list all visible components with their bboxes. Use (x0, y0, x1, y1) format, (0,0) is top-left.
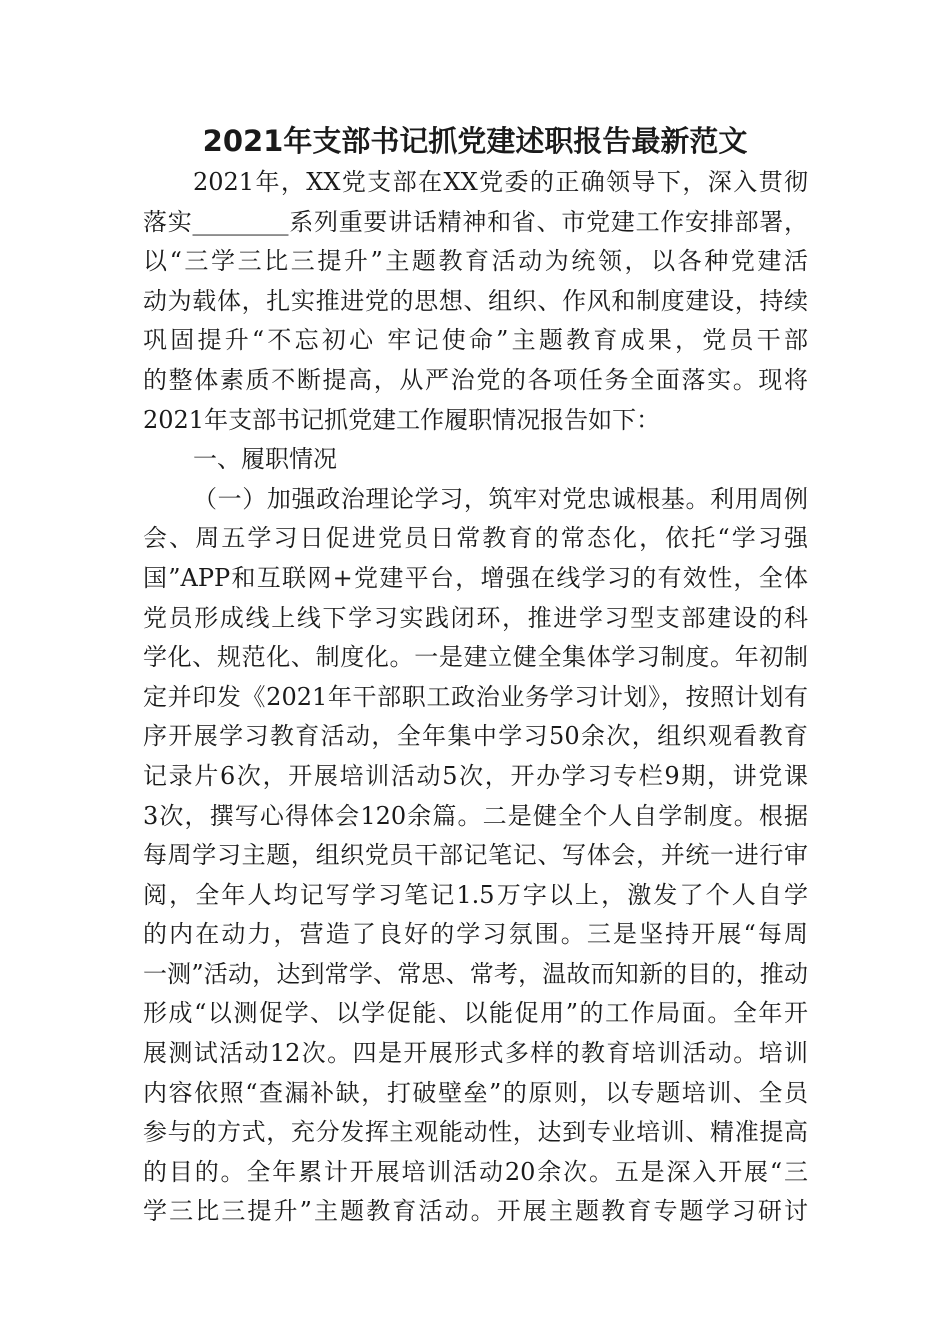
text-line: 序开展学习教育活动，全年集中学习50余次，组织观看教育 (143, 722, 808, 751)
text-line: 一、履职情况 (193, 445, 337, 474)
text-line: 的内在动力，营造了良好的学习氛围。三是坚持开展“每周 (143, 920, 808, 949)
text-line: 的整体素质不断提高，从严治党的各项任务全面落实。现将 (143, 365, 808, 394)
text-line: 定并印发《2021年干部职工政治业务学习计划》，按照计划有 (143, 682, 808, 711)
text-line: 党员形成线上线下学习实践闭环，推进学习型支部建设的科 (143, 603, 808, 632)
text-line: 2021年，XX党支部在XX党委的正确领导下，深入贯彻 (193, 168, 808, 196)
text-line: 记录片6次，开展培训活动5次，开办学习专栏9期，讲党课 (143, 761, 808, 790)
text-line: 落实________系列重要讲话精神和省、市党建工作安排部署， (143, 207, 808, 236)
text-line: 国”APP和互联网+党建平台，增强在线学习的有效性，全体 (143, 563, 808, 592)
text-line: 学三比三提升”主题教育活动。开展主题教育专题学习研讨 (143, 1197, 808, 1226)
text-line: （一）加强政治理论学习，筑牢对党忠诚根基。利用周例 (193, 484, 808, 513)
text-line: 2021年支部书记抓党建工作履职情况报告如下： (143, 405, 661, 434)
text-line: 阅，全年人均记写学习笔记1.5万字以上，激发了个人自学 (143, 880, 808, 909)
text-line: 以“三学三比三提升”主题教育活动为统领，以各种党建活 (143, 247, 808, 276)
document-body (143, 163, 808, 1232)
text-line: 每周学习主题，组织党员干部记笔记、写体会，并统一进行审 (143, 841, 808, 870)
text-line: 会、周五学习日促进党员日常教育的常态化，依托“学习强 (143, 524, 808, 553)
text-line: 动为载体，扎实推进党的思想、组织、作风和制度建设，持续 (143, 286, 808, 315)
text-line: 内容依照“查漏补缺，打破壁垒”的原则，以专题培训、全员 (143, 1078, 808, 1107)
text-line: 展测试活动12次。四是开展形式多样的教育培训活动。培训 (143, 1039, 808, 1068)
text-line: 一测”活动，达到常学、常思、常考，温故而知新的目的，推动 (143, 959, 808, 988)
text-line: 3次，撰写心得体会120余篇。二是健全个人自学制度。根据 (143, 801, 808, 830)
text-line: 形成“以测促学、以学促能、以能促用”的工作局面。全年开 (143, 999, 808, 1028)
text-line: 学化、规范化、制度化。一是建立健全集体学习制度。年初制 (143, 643, 808, 672)
text-line: 参与的方式，充分发挥主观能动性，达到专业培训、精准提高 (143, 1118, 808, 1147)
text-line: 巩固提升“不忘初心 牢记使命”主题教育成果，党员干部 (143, 326, 808, 355)
text-line: 的目的。全年累计开展培训活动20余次。五是深入开展“三 (143, 1157, 808, 1186)
document-title: 2021年支部书记抓党建述职报告最新范文 (202, 124, 748, 158)
